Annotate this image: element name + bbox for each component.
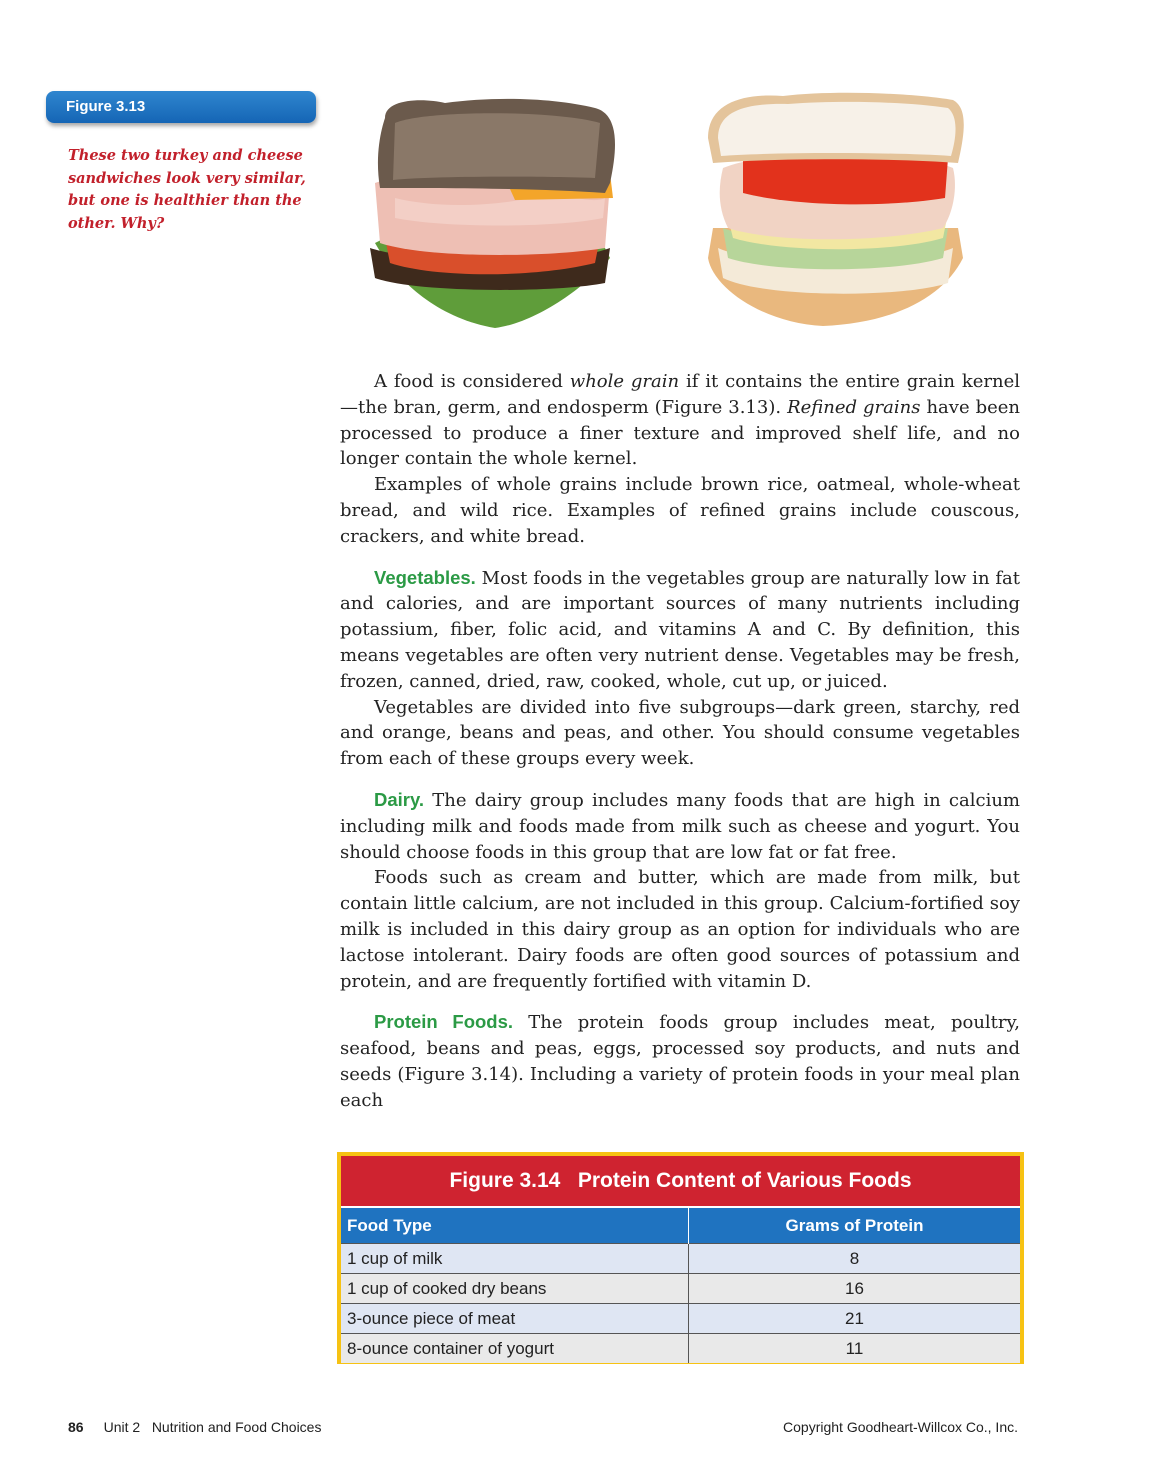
white-bread-sandwich-image [703, 88, 968, 328]
protein-heading: Protein Foods. [374, 1011, 514, 1033]
protein-table [341, 1208, 1020, 1363]
figure-3-13-caption: These two turkey and cheese sandwiches look very similar, but one is healthier than the other. Why? [68, 147, 306, 232]
dairy-heading: Dairy. [374, 788, 425, 810]
grain-examples-paragraph: Examples of whole grains include brown rice, oatmeal, whole-wheat bread, and wild rice. Examples of refined grains include couscous, crackers, and white bread. [340, 474, 1020, 547]
dairy-details-paragraph: Foods such as cream and butter, which are made from milk, but contain little calcium, are not included in this group. Calcium-fortified soy milk is included in this dairy group as an option for individuals who are lactose intolerant. Dairy foods are often good sources of potassium and protein, and are frequently fortified with vitamin D. [340, 867, 1020, 992]
sandwich-photos [355, 88, 995, 338]
figure-3-13-tab: Figure 3.13 [46, 91, 316, 123]
table-title: Figure 3.14 Protein Content of Various Foods [341, 1156, 1020, 1208]
vegetables-subgroups-paragraph: Vegetables are divided into five subgroups—dark green, starchy, red and orange, beans and peas, and other. You should consume vegetables from each of these groups every week. [340, 696, 1020, 770]
food-cell: 8-ounce container of yogurt [341, 1334, 689, 1364]
body-text [340, 369, 1020, 1114]
table-row [341, 1304, 1020, 1334]
grams-cell: 11 [689, 1334, 1021, 1364]
unit-label: Unit 2 Nutrition and Food Choices [103, 1419, 322, 1435]
table-row [341, 1244, 1020, 1274]
column-header-grams: Grams of Protein [689, 1208, 1021, 1244]
food-cell: 1 cup of cooked dry beans [341, 1274, 689, 1304]
grams-cell: 21 [689, 1304, 1021, 1334]
figure-3-14-table [337, 1152, 1024, 1364]
protein-paragraph: Protein Foods. The protein foods group includes meat, poultry, seafood, beans and peas, eggs, processed soy products, and nuts and seeds (Figure 3.14). Including a variety of protein foods in your meal plan each [340, 1011, 1021, 1111]
whole-grain-paragraph: A food is considered whole grain if it contains the entire grain kernel—the bran, germ, and endosperm (Figure 3.13). Refined grains have been processed to produce a finer texture and improved shelf life, and no longer contain the whole kernel. [340, 371, 1020, 470]
copyright-notice: Copyright Goodheart-Willcox Co., Inc. [783, 1419, 1018, 1435]
table-row [341, 1274, 1020, 1304]
whole-grain-sandwich-image [355, 88, 625, 338]
food-cell: 3-ounce piece of meat [341, 1304, 689, 1334]
vegetables-heading: Vegetables. [374, 566, 476, 588]
column-header-food-type: Food Type [341, 1208, 689, 1244]
vegetables-paragraph: Vegetables. Most foods in the vegetables group are naturally low in fat and calories, and are important sources of many nutrients including potassium, fiber, folic acid, and vitamins A and C. By definition, this means vegetables are often very nutrient dense. Vegetables may be fresh, frozen, canned, dried, raw, cooked, whole, cut up, or juiced. [340, 566, 1020, 692]
food-cell: 1 cup of milk [341, 1244, 689, 1274]
grams-cell: 16 [689, 1274, 1021, 1304]
page-footer [68, 1419, 1018, 1439]
page-number: 86 [68, 1419, 84, 1435]
grams-cell: 8 [689, 1244, 1021, 1274]
table-row [341, 1334, 1020, 1364]
dairy-paragraph: Dairy. The dairy group includes many foods that are high in calcium including milk and foods made from milk such as cheese and yogurt. You should choose foods in this group that are low fat or fat free. [340, 788, 1020, 863]
